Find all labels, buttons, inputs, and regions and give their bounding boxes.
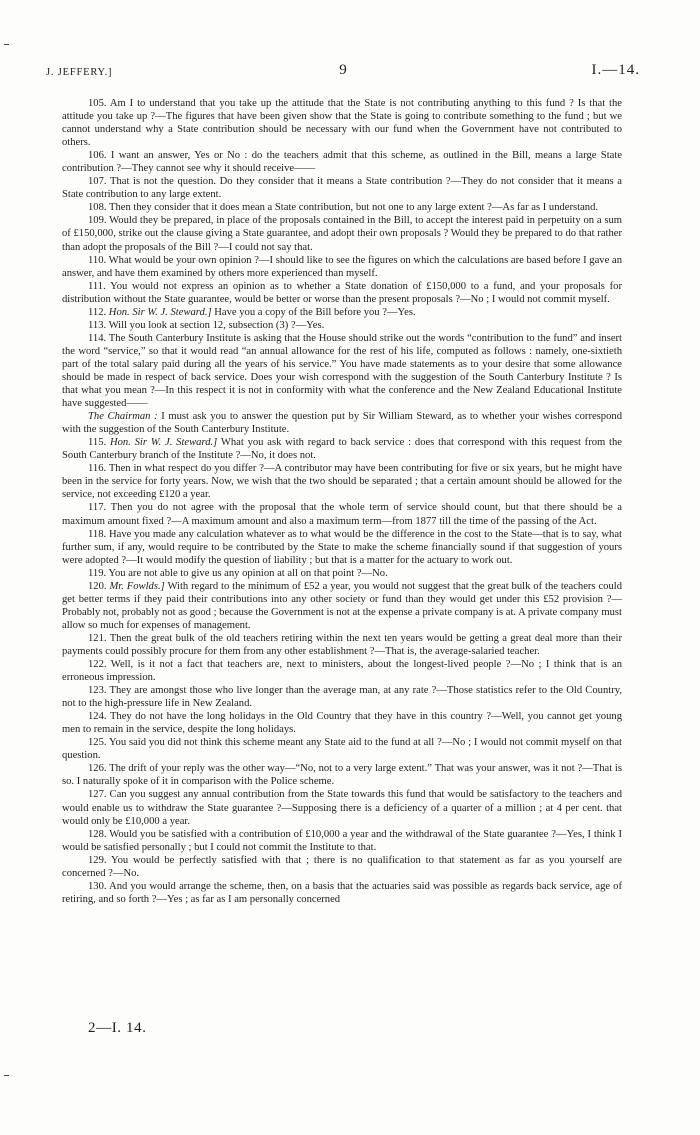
document-body (62, 97, 622, 906)
testimony-paragraph (62, 828, 622, 854)
paragraph-text: 128. Would you be satisfied with a contribution of £10,000 a year and the withdrawal of the State guarantee ?—Yes, I think I would be satisfied personally ; but I could not commit the Institute to that. (62, 828, 622, 853)
speaker-name: The Chairman : (88, 411, 158, 423)
testimony-paragraph (62, 762, 622, 788)
paragraph-text: 105. Am I to understand that you take up the attitude that the State is not contributing anything to this fund ? Is that the attitude you take up ?—The figures that have been given show that the State is going to contribute something to the fund ; but we cannot understand why a State contribution should be necessary with our fund when the Government have not contributed to others. (62, 98, 622, 149)
margin-mark (4, 44, 9, 45)
testimony-paragraph (62, 175, 622, 201)
paragraph-text: 121. Then the great bulk of the old teachers retiring within the next ten years would be getting a great deal more than their payments could possibly procure for them from any other establishment ?—That is, the average-salaried teacher. (62, 632, 622, 657)
paragraph-text: 113. Will you look at section 12, subsection (3) ?—Yes. (88, 319, 325, 331)
testimony-paragraph (62, 567, 622, 580)
testimony-paragraph (62, 280, 622, 306)
paragraph-text: What you ask with regard to back service : does that correspond with this request from the South Canterbury branch of the Institute ?—No, it does not. (62, 437, 622, 462)
speaker-name: Hon. Sir W. J. Steward.] (109, 437, 218, 449)
paragraph-text: 107. That is not the question. Do they consider that it means a State contribution ?—They do not consider that it means a State contribution to any large extent. (62, 176, 622, 201)
paragraph-text: 125. You said you did not think this scheme meant any State aid to the fund at all ?—No ; I would not commit myself on that question. (62, 737, 622, 762)
paragraph-text: 129. You would be perfectly satisfied with that ; there is no qualification to that statement as far as you yourself are concerned ?—No. (62, 854, 622, 879)
paragraph-text: 116. Then in what respect do you differ ?—A contributor may have been contributing for five or six years, but he might have been in the service for forty years. Now, we wish that the two should be separated ; that a certain amount should be allowed for the service, not exceeding £120 a year. (62, 463, 622, 501)
paragraph-text: 106. I want an answer, Yes or No : do the teachers admit that this scheme, as outlined in the Bill, means a large State contribution ?—They cannot see why it should receive—— (62, 150, 622, 175)
page-number: 9 (339, 62, 347, 78)
paragraph-text: 118. Have you made any calculation whatever as to what would be the difference in the cost to the State—that is to say, what further sum, if any, would require to be contributed by the State to make the scheme financially sound if that suggestion of yours were adopted ?—It would modify the question of liability ; but that is a matter for the actuary to work out. (62, 528, 622, 566)
question-number: 112. (88, 306, 109, 318)
testimony-paragraph (62, 658, 622, 684)
page-header (46, 64, 640, 84)
testimony-paragraph (62, 319, 622, 332)
paragraph-text: 127. Can you suggest any annual contribution from the State towards this fund that would be satisfactory to the teachers and would enable us to withdraw the State guarantee ?—Supposing there is a deficiency of a quarter of a million ; at 4 per cent. that would only be £10,000 a year. (62, 789, 622, 827)
testimony-paragraph (62, 462, 622, 501)
paragraph-text: 114. The South Canterbury Institute is asking that the House should strike out the words “contribution to the fund” and insert the word “service,” so that it would read “an annual allowance for the rest of his life, computed as follows : namely, one-sixtieth part of the total salary paid during all the years of his service.” You have made statements as to your desire that some allowance should be made in respect of back service. Does your wish correspond with the suggestion of the South Canterbury Institute ? Is that what you mean ?—In this respect it is not in conformity with what the conference and the New Zealand Educational Institute have suggested—— (62, 332, 622, 410)
testimony-paragraph (62, 632, 622, 658)
paragraph-text: I must ask you to answer the question put by Sir William Steward, as to whether your wishes correspond with the suggestion of the South Canterbury Institute. (62, 411, 622, 436)
paragraph-text: Have you a copy of the Bill before you ?—Yes. (211, 306, 416, 318)
question-number: 115. (88, 437, 110, 449)
paragraph-text: 111. You would not express an opinion as to whether a State donation of £150,000 to a fund, and your proposals for distribution without the State guarantee, would be better or worse than the present proposals ?—No ; I would not commit myself. (62, 280, 622, 305)
paragraph-text: With regard to the minimum of £52 a year, you would not suggest that the great bulk of the teachers could get better terms if they paid their contributions into any other society or fund than they would get under this £52 provision ?—Probably not, probably not as good ; because the Government is not at the expense a private company is at. A private company must allow so much for expenses of management. (62, 580, 622, 631)
testimony-paragraph (62, 684, 622, 710)
testimony-paragraph (62, 254, 622, 280)
testimony-paragraph (62, 528, 622, 567)
testimony-paragraph (62, 149, 622, 175)
paragraph-text: 123. They are amongst those who live longer than the average man, at any rate ?—Those statistics refer to the Old Country, not to the high-pressure life in New Zealand. (62, 685, 622, 710)
testimony-paragraph (62, 332, 622, 410)
testimony-paragraph (62, 880, 622, 906)
testimony-paragraph (62, 97, 622, 149)
paper-reference: I.—14. (591, 62, 640, 78)
paragraph-text: 119. You are not able to give us any opinion at all on that point ?—No. (88, 567, 388, 579)
testimony-paragraph (62, 436, 622, 462)
testimony-paragraph (62, 410, 622, 436)
header-witness: J. JEFFERY.] (46, 67, 113, 78)
paragraph-text: 108. Then they consider that it does mean a State contribution, but not one to any large extent ?—As far as I understand. (88, 202, 599, 214)
testimony-paragraph (62, 501, 622, 527)
speaker-name: Hon. Sir W. J. Steward.] (108, 306, 212, 318)
paragraph-text: 122. Well, is it not a fact that teachers are, next to ministers, about the longest-lived people ?—No ; I think that is an erroneous impression. (62, 659, 622, 684)
paragraph-text: 124. They do not have the long holidays in the Old Country that they have in this country ?—Well, you cannot get young men to remain in the service, despite the long holidays. (62, 711, 622, 736)
testimony-paragraph (62, 854, 622, 880)
paragraph-text: 126. The drift of your reply was the other way—“No, not to a very large extent.” That was your answer, was it not ?—That is so. I naturally spoke of it in comparison with the Police scheme. (62, 763, 622, 788)
paragraph-text: 109. Would they be prepared, in place of the proposals contained in the Bill, to accept the interest paid in perpetuity on a sum of £150,000, strike out the clause giving a State guarantee, and adopt their own proposals ? Would they be prepared to do that rather than adopt the proposals of the Bill ?—I could not say that. (62, 215, 622, 253)
paragraph-text: 110. What would be your own opinion ?—I should like to see the figures on which the calculations are based before I gave an answer, and have them examined by others more experienced than myself. (62, 254, 622, 279)
speaker-name: Mr. Fowlds.] (109, 580, 165, 592)
testimony-paragraph (62, 736, 622, 762)
question-number: 120. (88, 580, 110, 592)
margin-mark (4, 1075, 9, 1076)
testimony-paragraph (62, 214, 622, 253)
testimony-paragraph (62, 201, 622, 214)
paragraph-text: 130. And you would arrange the scheme, then, on a basis that the actuaries said was possible as regards back service, age of retiring, and so forth ?—Yes ; as far as I am personally concerned (62, 880, 622, 905)
testimony-paragraph (62, 710, 622, 736)
testimony-paragraph (62, 788, 622, 827)
sheet-signature: 2—I. 14. (88, 1020, 147, 1036)
testimony-paragraph (62, 306, 622, 319)
testimony-paragraph (62, 580, 622, 632)
paragraph-text: 117. Then you do not agree with the proposal that the whole term of service should count, but that there should be a maximum amount fixed ?—A maximum amount and also a maximum term—from 1877 till the time of the passing of the Act. (62, 502, 622, 527)
